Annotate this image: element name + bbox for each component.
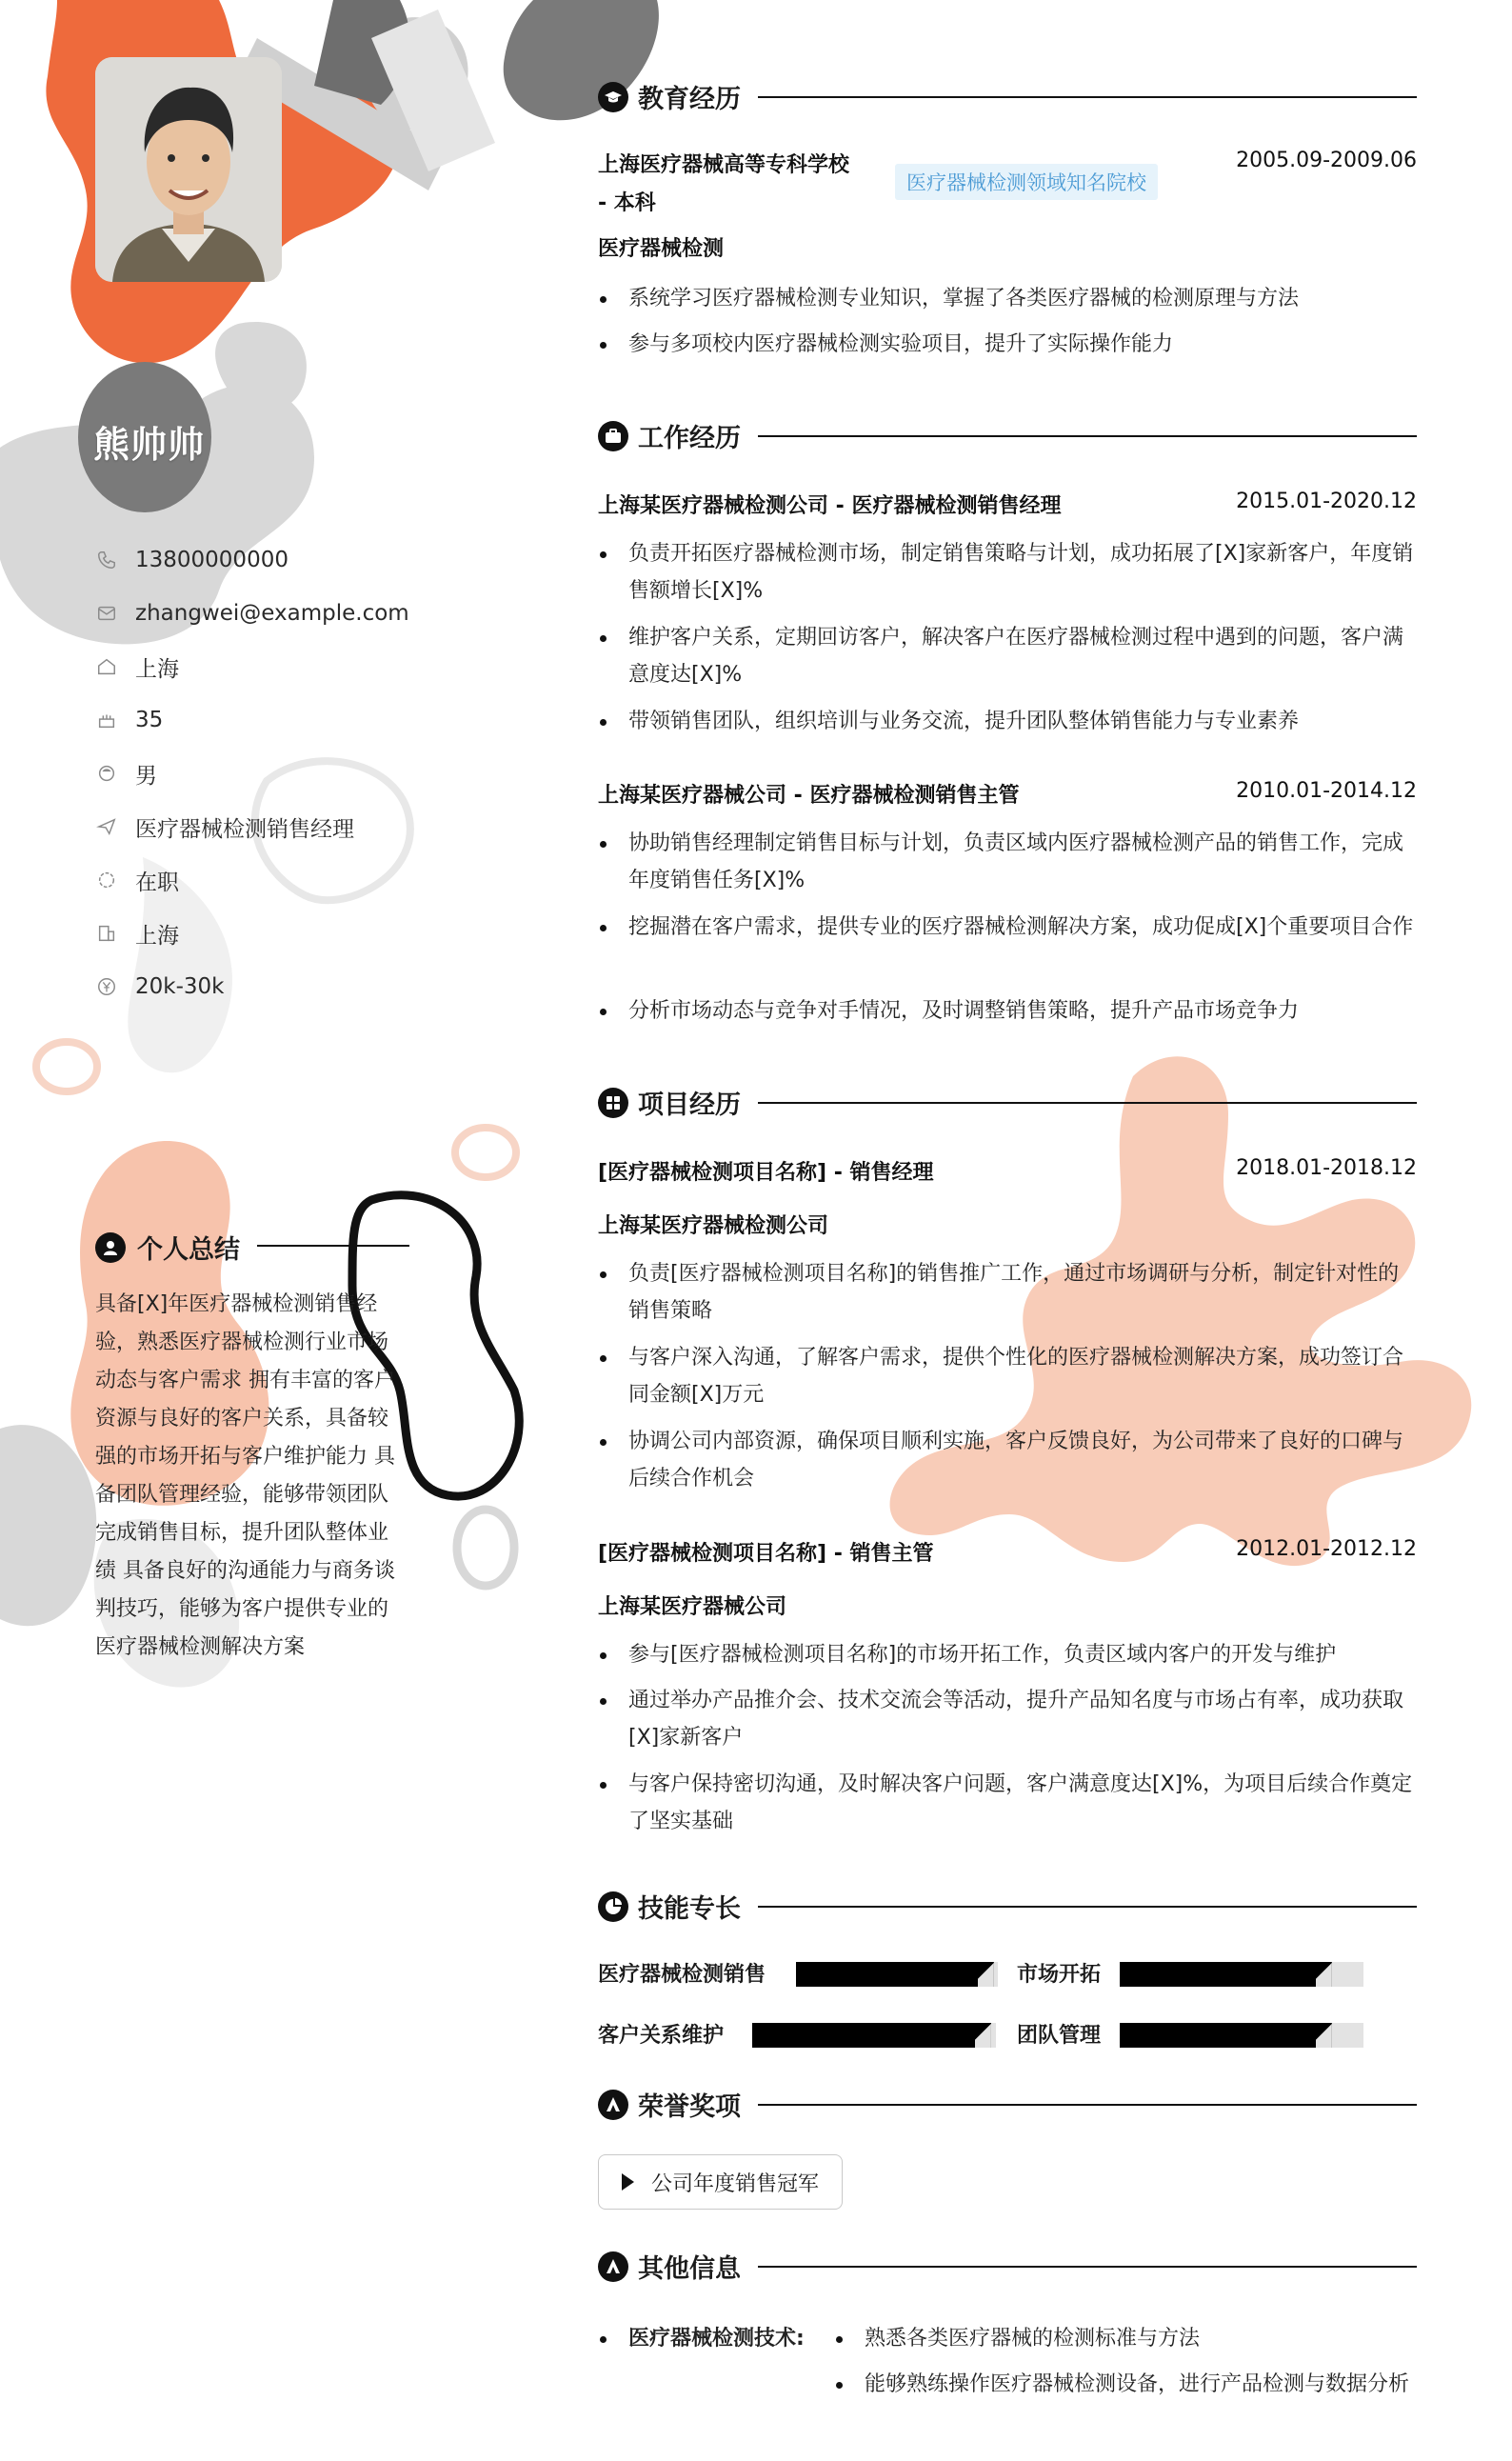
job-bullet: 挖掘潜在客户需求，提供专业的医疗器械检测解决方案，成功促成[X]个重要项目合作	[598, 909, 1417, 946]
award-item	[598, 2154, 843, 2210]
summary-divider	[257, 1245, 409, 1247]
other-divider	[758, 2266, 1417, 2268]
work-title: 工作经历	[638, 424, 741, 453]
profile-name: 熊帅帅	[93, 424, 206, 466]
school-tag: 医疗器械检测领域知名院校	[895, 164, 1158, 200]
home-icon	[95, 655, 118, 678]
contact-info-row	[95, 907, 409, 960]
skill-level-fill	[796, 1962, 994, 1987]
job-bullet: 维护客户关系，定期回访客户，解决客户在医疗器械检测过程中遇到的问题，客户满意度达[X]%	[598, 619, 1417, 693]
award-label: 公司年度销售冠军	[651, 2171, 820, 2196]
contact-info-row	[95, 533, 409, 587]
contact-info-text: 医疗器械检测销售经理	[135, 816, 354, 842]
award-icon	[598, 2090, 628, 2120]
project-bullet: 负责[医疗器械检测项目名称]的销售推广工作，通过市场调研与分析，制定针对性的销售策略	[598, 1255, 1417, 1330]
awards-divider	[758, 2104, 1417, 2106]
contact-info-row	[95, 747, 409, 800]
other-heading	[598, 2248, 1417, 2285]
avatar	[95, 57, 282, 282]
degree: - 本科	[598, 191, 656, 215]
contact-info-text: 上海	[135, 656, 179, 682]
awards-title: 荣誉奖项	[638, 2092, 741, 2122]
mail-icon	[95, 602, 118, 625]
job-date: 2010.01-2014.12	[1236, 779, 1417, 803]
projects-divider	[758, 1102, 1417, 1104]
info-icon	[598, 2251, 628, 2282]
project-date: 2018.01-2018.12	[1236, 1156, 1417, 1180]
other-title: 其他信息	[638, 2254, 741, 2284]
project-bullet: 通过举办产品推介会、技术交流会等活动，提升产品知名度与市场占有率，成功获取[X]家新客户	[598, 1682, 1417, 1756]
phone-icon	[95, 549, 118, 571]
education-heading	[598, 78, 1417, 115]
project-date: 2012.01-2012.12	[1236, 1537, 1417, 1561]
chart-pie-icon	[598, 1891, 628, 1922]
project-bullet: 协调公司内部资源，确保项目顺利实施，客户反馈良好，为公司带来了良好的口碑与后续合作机会	[598, 1423, 1417, 1497]
major: 医疗器械检测	[598, 237, 725, 261]
job-bullet: 协助销售经理制定销售目标与计划，负责区域内医疗器械检测产品的销售工作，完成年度销售任务[X]%	[598, 825, 1417, 899]
contact-info-list	[95, 533, 409, 1013]
project-company: 上海某医疗器械检测公司	[598, 1214, 829, 1238]
project-company: 上海某医疗器械公司	[598, 1595, 787, 1619]
summary-text: 具备[X]年医疗器械检测销售经验，熟悉医疗器械检测行业市场动态与客户需求 拥有丰富的客户资源与良好的客户关系，具备较强的市场开拓与客户维护能力 具备团队管理经验，能够带领团队完成销售目标，提升团队整体业绩 具备良好的沟通能力与商务谈判技巧，能够为客户提供专业的医疗器械检测解决方案	[95, 1292, 395, 1659]
projects-heading	[598, 1084, 1417, 1121]
summary-title: 个人总结	[137, 1235, 240, 1265]
skill-label: 团队管理	[1017, 2024, 1102, 2048]
job-bullet: 带领销售团队，组织培训与业务交流，提升团队整体销售能力与专业素养	[598, 703, 1417, 740]
project-bullet: 与客户保持密切沟通，及时解决客户问题，客户满意度达[X]%，为项目后续合作奠定了坚实基础	[598, 1766, 1417, 1840]
contact-info-row	[95, 960, 409, 1013]
skills-title: 技能专长	[638, 1894, 741, 1924]
contact-info-text: 在职	[135, 870, 179, 895]
other-bullet: 能够熟练操作医疗器械检测设备，进行产品检测与数据分析	[834, 2366, 1417, 2403]
project-bullet: 参与[医疗器械检测项目名称]的市场开拓工作，负责区域内客户的开发与维护	[598, 1636, 1417, 1673]
play-icon	[622, 2173, 634, 2191]
briefcase-icon	[598, 421, 628, 451]
contact-info-row	[95, 800, 409, 853]
profile-photo	[95, 57, 282, 282]
education-divider	[758, 96, 1417, 98]
project-bullet: 与客户深入沟通，了解客户需求，提供个性化的医疗器械检测解决方案，成功签订合同金额[X]万元	[598, 1339, 1417, 1413]
school-name: 上海医疗器械高等专科学校	[598, 153, 850, 177]
skill-level-fill	[1120, 2023, 1332, 2048]
skill-label: 医疗器械检测销售	[598, 1963, 766, 1987]
job-title: 上海某医疗器械公司 - 医疗器械检测销售主管	[598, 784, 1020, 808]
contact-info-text: 20k-30k	[135, 974, 225, 999]
skill-bar	[1120, 2023, 1363, 2048]
contact-info-text: 男	[135, 763, 157, 789]
education-bullet: 参与多项校内医疗器械检测实验项目，提升了实际操作能力	[598, 326, 1417, 363]
contact-info-row	[95, 693, 409, 747]
user-icon	[95, 1232, 126, 1263]
skills-divider	[758, 1906, 1417, 1908]
other-label: 医疗器械检测技术:	[598, 2320, 846, 2357]
skill-bar	[752, 2023, 996, 2048]
job-title: 上海某医疗器械检测公司 - 医疗器械检测销售经理	[598, 494, 1062, 518]
job-date: 2015.01-2020.12	[1236, 490, 1417, 513]
education-title: 教育经历	[638, 85, 741, 114]
skill-label: 市场开拓	[1017, 1963, 1102, 1987]
skill-level-fill	[1120, 1962, 1332, 1987]
send-icon	[95, 815, 118, 838]
contact-info-text: 上海	[135, 923, 179, 949]
contact-info-row	[95, 640, 409, 693]
project-title: [医疗器械检测项目名称] - 销售经理	[598, 1161, 934, 1185]
work-divider	[758, 435, 1417, 437]
yen-icon	[95, 975, 118, 998]
cake-icon	[95, 709, 118, 731]
other-bullet: 熟悉各类医疗器械的检测标准与方法	[834, 2320, 1417, 2357]
skills-heading	[598, 1888, 1417, 1925]
skill-label: 客户关系维护	[598, 2024, 725, 2048]
skill-bar	[796, 1962, 998, 1987]
grid-icon	[598, 1088, 628, 1118]
status-icon	[95, 869, 118, 891]
job-bullet: 负责开拓医疗器械检测市场，制定销售策略与计划，成功拓展了[X]家新客户，年度销售额增长[X]%	[598, 535, 1417, 610]
education-date: 2005.09-2009.06	[1236, 149, 1417, 172]
projects-title: 项目经历	[638, 1090, 741, 1120]
gender-icon	[95, 762, 118, 785]
contact-info-text: zhangwei@example.com	[135, 601, 409, 626]
education-bullet: 系统学习医疗器械检测专业知识，掌握了各类医疗器械的检测原理与方法	[598, 280, 1417, 317]
contact-info-row	[95, 853, 409, 907]
contact-info-row	[95, 587, 409, 640]
building-icon	[95, 922, 118, 945]
contact-info-text: 35	[135, 708, 164, 732]
summary-heading	[95, 1229, 240, 1266]
skill-level-fill	[752, 2023, 991, 2048]
project-title: [医疗器械检测项目名称] - 销售主管	[598, 1542, 934, 1566]
awards-heading	[598, 2086, 1417, 2123]
skill-bar	[1120, 1962, 1363, 1987]
contact-info-text: 13800000000	[135, 548, 288, 572]
job-bullet: 分析市场动态与竞争对手情况，及时调整销售策略，提升产品市场竞争力	[598, 992, 1417, 1030]
graduation-cap-icon	[598, 82, 628, 112]
work-heading	[598, 417, 1417, 454]
